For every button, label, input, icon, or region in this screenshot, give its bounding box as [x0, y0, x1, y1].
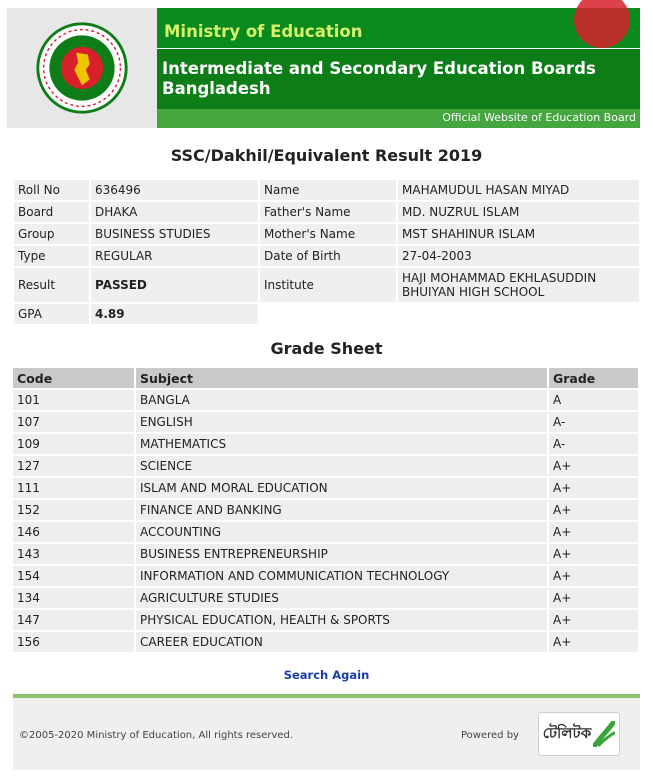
grade-value: A- [549, 434, 640, 454]
grade-value: A+ [549, 588, 640, 608]
bangladesh-seal-icon [34, 20, 130, 116]
grade-row [13, 522, 640, 542]
grade-code: 147 [13, 610, 136, 630]
info-row [14, 224, 639, 244]
site-footer [13, 698, 640, 770]
official-website-label: Official Website of Education Board [442, 111, 636, 124]
powered-by-label: Powered by [461, 730, 519, 741]
grade-code: 101 [13, 390, 136, 410]
header-banner [157, 8, 640, 128]
grade-row [13, 412, 640, 432]
grade-row [13, 610, 640, 630]
dob-value: 27-04-2003 [398, 246, 639, 266]
grade-value: A+ [549, 478, 640, 498]
info-row [14, 268, 639, 302]
grade-row [13, 588, 640, 608]
institute-value: HAJI MOHAMMAD EKHLASUDDIN BHUIYAN HIGH SCHOOL [398, 268, 639, 302]
grade-row [13, 566, 640, 586]
grade-subject: CAREER EDUCATION [136, 632, 549, 652]
grade-row [13, 478, 640, 498]
grade-value: A+ [549, 566, 640, 586]
result-title: SSC/Dakhil/Equivalent Result 2019 [170, 146, 483, 165]
type-label: Type [14, 246, 89, 266]
grade-subject: PHYSICAL EDUCATION, HEALTH & SPORTS [136, 610, 549, 630]
grade-code: 154 [13, 566, 136, 586]
grade-code: 109 [13, 434, 136, 454]
grade-value: A+ [549, 544, 640, 564]
institute-label: Institute [260, 268, 396, 302]
grade-value: A+ [549, 456, 640, 476]
info-row [14, 202, 639, 222]
grade-value: A+ [549, 610, 640, 630]
father-value: MD. NUZRUL ISLAM [398, 202, 639, 222]
grade-row [13, 456, 640, 476]
info-row [14, 304, 639, 324]
grade-code: 146 [13, 522, 136, 542]
subject-header: Subject [136, 368, 549, 388]
grade-row [13, 544, 640, 564]
copyright-text: ©2005-2020 Ministry of Education, All rights reserved. [19, 730, 294, 741]
type-value: REGULAR [91, 246, 258, 266]
grade-code: 134 [13, 588, 136, 608]
grade-value: A [549, 390, 640, 410]
header-sub-band [157, 109, 640, 128]
grade-code: 152 [13, 500, 136, 520]
gpa-value: 4.89 [91, 304, 258, 324]
grade-value: A+ [549, 522, 640, 542]
mother-value: MST SHAHINUR ISLAM [398, 224, 639, 244]
grade-subject: ISLAM AND MORAL EDUCATION [136, 478, 549, 498]
result-value: PASSED [91, 268, 258, 302]
gpa-label: GPA [14, 304, 89, 324]
grade-code: 143 [13, 544, 136, 564]
name-label: Name [260, 180, 396, 200]
result-label: Result [14, 268, 89, 302]
grade-sheet-title: Grade Sheet [270, 339, 383, 358]
board-value: DHAKA [91, 202, 258, 222]
header-title-band [157, 48, 640, 110]
board-title: Intermediate and Secondary Education Boards Bangladesh [162, 59, 596, 98]
teletalk-swoosh-icon [593, 721, 615, 747]
empty-cell [398, 304, 639, 324]
group-label: Group [14, 224, 89, 244]
grade-value: A+ [549, 632, 640, 652]
grade-subject: AGRICULTURE STUDIES [136, 588, 549, 608]
info-row [14, 180, 639, 200]
grade-subject: ACCOUNTING [136, 522, 549, 542]
grade-code: 127 [13, 456, 136, 476]
grade-row [13, 632, 640, 652]
grade-row [13, 434, 640, 454]
header-top-band [157, 8, 640, 48]
roll-value: 636496 [91, 180, 258, 200]
board-label: Board [14, 202, 89, 222]
grade-row [13, 500, 640, 520]
grade-code: 156 [13, 632, 136, 652]
dob-label: Date of Birth [260, 246, 396, 266]
flag-red-circle [574, 0, 630, 48]
grade-subject: ENGLISH [136, 412, 549, 432]
empty-cell [260, 304, 396, 324]
grade-value: A- [549, 412, 640, 432]
group-value: BUSINESS STUDIES [91, 224, 258, 244]
name-value: MAHAMUDUL HASAN MIYAD [398, 180, 639, 200]
grade-code: 107 [13, 412, 136, 432]
father-label: Father's Name [260, 202, 396, 222]
grade-subject: SCIENCE [136, 456, 549, 476]
grade-subject: BUSINESS ENTREPRENEURSHIP [136, 544, 549, 564]
grade-code: 111 [13, 478, 136, 498]
grade-subject: MATHEMATICS [136, 434, 549, 454]
mother-label: Mother's Name [260, 224, 396, 244]
grade-subject: INFORMATION AND COMMUNICATION TECHNOLOGY [136, 566, 549, 586]
search-again-link[interactable]: Search Again [283, 668, 370, 682]
government-seal [7, 8, 157, 128]
grade-header-row [13, 368, 640, 388]
grade-subject: FINANCE AND BANKING [136, 500, 549, 520]
grade-subject: BANGLA [136, 390, 549, 410]
teletalk-logo[interactable] [538, 712, 620, 756]
code-header: Code [13, 368, 136, 388]
grade-value: A+ [549, 500, 640, 520]
teletalk-logo-text: টেলিটক [542, 723, 592, 742]
ministry-title: Ministry of Education [164, 22, 363, 41]
grade-header: Grade [549, 368, 640, 388]
site-header [7, 8, 640, 128]
info-row [14, 246, 639, 266]
grade-row [13, 390, 640, 410]
grade-sheet-table [13, 366, 640, 654]
student-info-table [12, 178, 641, 326]
grade-rows [13, 390, 640, 652]
roll-label: Roll No [14, 180, 89, 200]
